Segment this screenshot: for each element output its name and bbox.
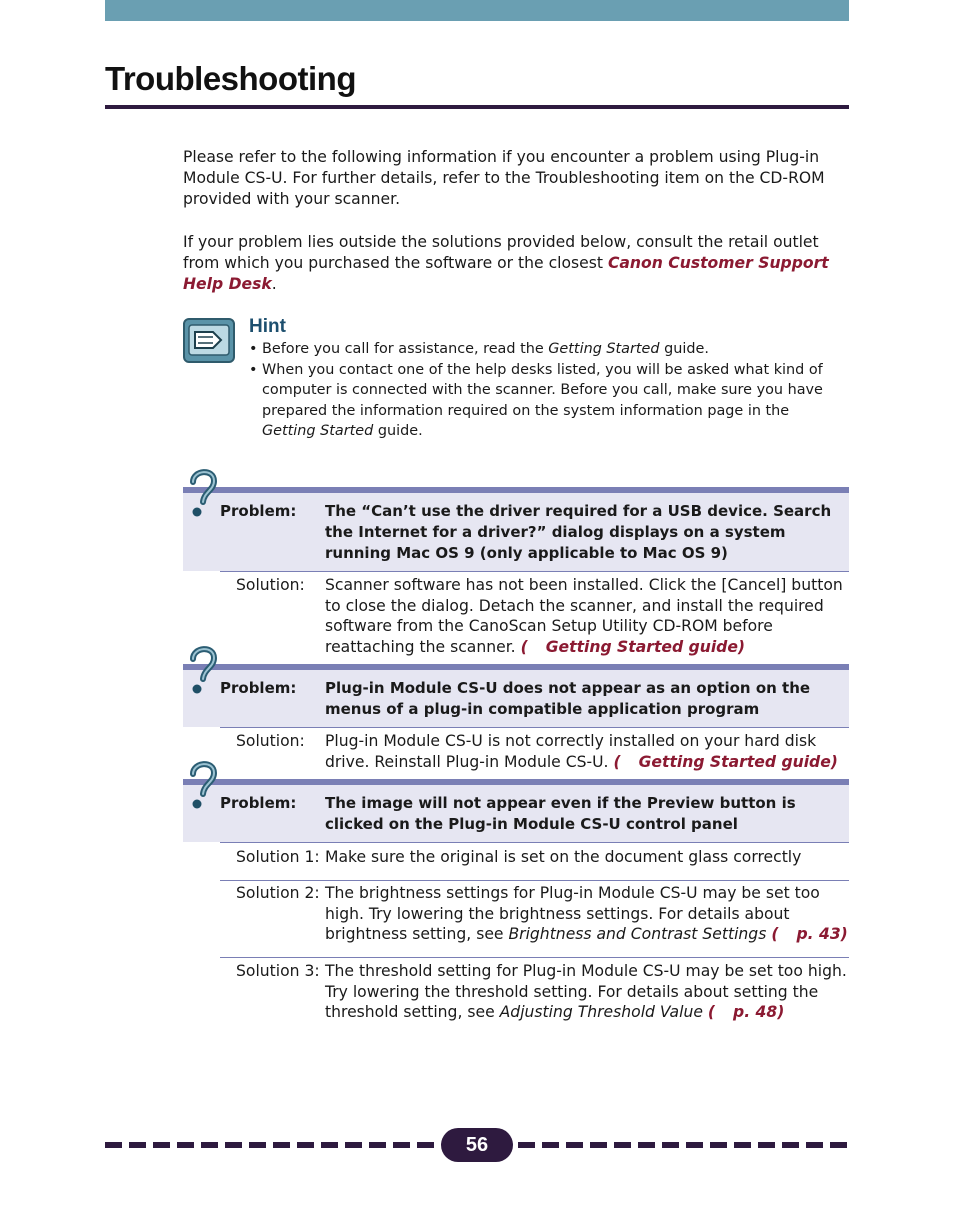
solution-label: Solution 3: xyxy=(236,962,320,980)
reference-link[interactable] xyxy=(771,925,847,943)
solution-separator xyxy=(220,842,849,843)
page-title: Troubleshooting xyxy=(105,60,356,97)
solution-separator xyxy=(220,957,849,958)
hint-text: Before you call for assistance, read the xyxy=(262,341,549,357)
note-pointer-icon xyxy=(183,318,235,363)
footer-dashes-right xyxy=(518,1142,849,1148)
problem-label: Problem: xyxy=(220,502,297,520)
footer-dashes-left xyxy=(105,1142,435,1148)
problem-3-rule xyxy=(183,779,849,785)
solution-text: Plug-in Module CS-U is not correctly installed on your hard disk drive. Reinstall Plug-in Module CS-U. xyxy=(325,732,817,771)
reference-text: p. 48) xyxy=(733,1003,785,1021)
reference-link[interactable] xyxy=(521,638,745,656)
problem-1-text: The “Can’t use the driver required for a USB device. Search the Internet for a driver?” dialog displays on a system running Mac OS 9 (only applicable to Mac OS 9) xyxy=(325,502,832,562)
problem-2-text: Plug-in Module CS-U does not appear as an option on the menus of a plug-in compatible application program xyxy=(325,679,811,718)
problem-2-rule xyxy=(183,664,849,670)
top-color-bar xyxy=(105,0,849,21)
hint-guide-title: Getting Started xyxy=(262,423,374,439)
hint-text: When you contact one of the help desks listed, you will be asked what kind of computer is connected with the scanner. Before you call, make sure you have prepared the information required on the system information page in the xyxy=(262,361,823,419)
solution-separator xyxy=(220,727,849,728)
section-title: Adjusting Threshold Value xyxy=(499,1003,703,1021)
solution-text: The threshold setting for Plug-in Module CS-U may be set too high. Try lowering the threshold setting. For details about setting the threshold setting, see xyxy=(325,962,847,1021)
hint-guide-title: Getting Started xyxy=(548,341,660,357)
question-mark-icon xyxy=(186,466,222,522)
reference-open: ( xyxy=(520,637,528,656)
solution-separator xyxy=(220,571,849,572)
solution-text: The brightness settings for Plug-in Module CS-U may be set too high. Try lowering the brightness settings. For details about brightness setting, see xyxy=(325,884,820,943)
problem-1-rule xyxy=(183,487,849,493)
question-mark-icon xyxy=(186,758,222,814)
support-link[interactable]: Canon Customer Support Help Desk xyxy=(183,254,829,293)
reference-text: Getting Started guide) xyxy=(638,752,838,771)
problem-label: Problem: xyxy=(220,794,297,812)
solution-2-text xyxy=(325,731,849,772)
solution-label: Solution: xyxy=(236,732,305,750)
intro-paragraph-2 xyxy=(183,232,848,295)
solution-label: Solution 2: xyxy=(236,884,320,902)
reference-open: ( xyxy=(707,1003,716,1021)
hint-item-1 xyxy=(249,339,839,360)
reference-open: ( xyxy=(771,925,779,943)
reference-text: Getting Started guide) xyxy=(545,637,746,656)
title-underline xyxy=(105,105,849,109)
solution-text: Scanner software has not been installed. Click the [Cancel] button to close the dialog. Detach the scanner, and install the required software from the CanoScan Setup Utility CD-ROM before reattaching the scanner. xyxy=(325,576,843,656)
solution-label: Solution: xyxy=(236,576,305,594)
problem-3-text: The image will not appear even if the Preview button is clicked on the Plug-in Module CS-U control panel xyxy=(325,794,796,833)
solution-3-1-text: Make sure the original is set on the document glass correctly xyxy=(325,848,802,866)
reference-link[interactable] xyxy=(708,1003,784,1021)
intro-period: . xyxy=(271,275,277,293)
solution-label: Solution 1: xyxy=(236,848,320,866)
hint-list xyxy=(249,339,839,442)
hint-text: guide. xyxy=(659,341,709,357)
page-number: 56 xyxy=(465,1134,489,1156)
intro-text: If your problem lies outside the solutions provided below, consult the retail outlet from which you purchased the software or the closest xyxy=(183,233,819,272)
solution-1-text xyxy=(325,575,849,657)
reference-link[interactable] xyxy=(613,753,837,771)
problem-label: Problem: xyxy=(220,679,297,697)
reference-open: ( xyxy=(613,752,621,771)
section-title: Brightness and Contrast Settings xyxy=(508,925,767,943)
intro-paragraph-1: Please refer to the following information if you encounter a problem using Plug-in Module CS-U. For further details, refer to the Troubleshooting item on the CD-ROM provided with your scanner. xyxy=(183,148,825,208)
question-mark-icon xyxy=(186,643,222,699)
hint-text: guide. xyxy=(373,423,423,439)
solution-3-3-text xyxy=(325,961,849,1023)
hint-item-2 xyxy=(249,360,839,442)
hint-heading: Hint xyxy=(249,316,286,337)
reference-text: p. 43) xyxy=(796,925,848,943)
solution-separator xyxy=(220,880,849,881)
solution-3-2-text xyxy=(325,883,849,945)
